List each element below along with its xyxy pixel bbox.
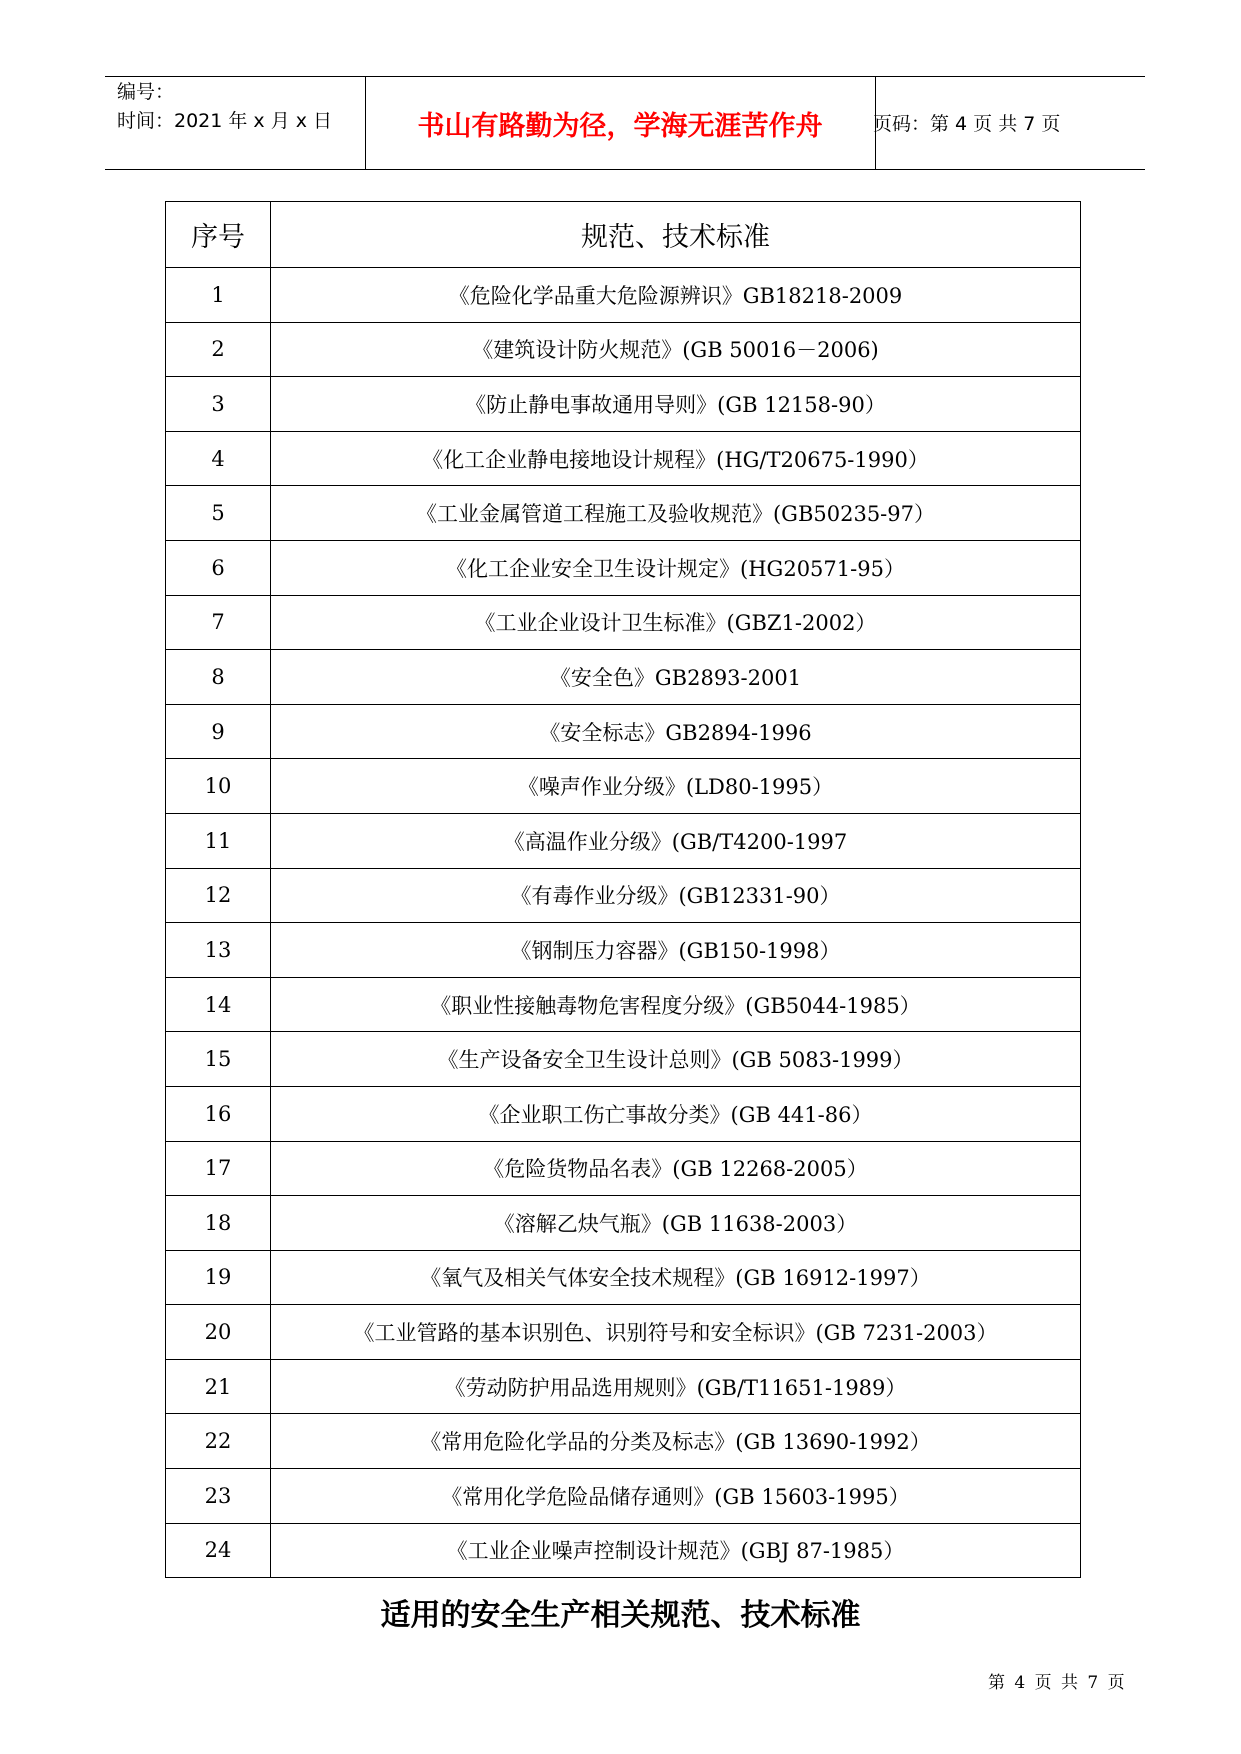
table-row	[166, 540, 1081, 595]
table-row	[166, 1523, 1081, 1578]
row-standard-name: 《氧气及相关气体安全技术规程》(GB 16912-1997）	[271, 1250, 1081, 1305]
row-standard-name: 《安全色》GB2893-2001	[271, 650, 1081, 705]
header-bottom-rule	[105, 169, 1145, 170]
row-index: 9	[166, 704, 271, 759]
row-index: 22	[166, 1414, 271, 1469]
table-row	[166, 1359, 1081, 1414]
header-meta	[117, 78, 332, 136]
row-index: 13	[166, 923, 271, 978]
row-index: 2	[166, 322, 271, 377]
row-standard-name: 《常用危险化学品的分类及标志》(GB 13690-1992）	[271, 1414, 1081, 1469]
row-index: 24	[166, 1523, 271, 1578]
row-index: 19	[166, 1250, 271, 1305]
table-row	[166, 268, 1081, 323]
page-header	[105, 76, 1145, 169]
document-time-label: 时间：2021 年 x 月 x 日	[117, 110, 333, 132]
column-header-index: 序号	[166, 202, 271, 268]
row-standard-name: 《噪声作业分级》(LD80-1995）	[271, 759, 1081, 814]
header-top-rule	[105, 76, 1145, 77]
row-standard-name: 《危险货物品名表》(GB 12268-2005）	[271, 1141, 1081, 1196]
row-standard-name: 《有毒作业分级》(GB12331-90）	[271, 868, 1081, 923]
row-index: 20	[166, 1305, 271, 1360]
table-body	[166, 268, 1081, 1578]
row-standard-name: 《化工企业安全卫生设计规定》(HG20571-95）	[271, 540, 1081, 595]
row-index: 14	[166, 977, 271, 1032]
table-row	[166, 759, 1081, 814]
row-standard-name: 《防止静电事故通用导则》(GB 12158-90）	[271, 377, 1081, 432]
row-index: 5	[166, 486, 271, 541]
table-header-row	[166, 202, 1081, 268]
row-standard-name: 《工业企业噪声控制设计规范》(GBJ 87-1985）	[271, 1523, 1081, 1578]
header-divider-left	[365, 76, 366, 169]
table-row	[166, 1305, 1081, 1360]
row-standard-name: 《职业性接触毒物危害程度分级》(GB5044-1985）	[271, 977, 1081, 1032]
row-index: 1	[166, 268, 271, 323]
table-row	[166, 1141, 1081, 1196]
table-row	[166, 1086, 1081, 1141]
row-index: 21	[166, 1359, 271, 1414]
row-index: 23	[166, 1469, 271, 1524]
row-standard-name: 《常用化学危险品储存通则》(GB 15603-1995）	[271, 1469, 1081, 1524]
row-standard-name: 《工业企业设计卫生标准》(GBZ1-2002）	[271, 595, 1081, 650]
table-row	[166, 377, 1081, 432]
row-index: 10	[166, 759, 271, 814]
table-row	[166, 704, 1081, 759]
row-standard-name: 《危险化学品重大危险源辨识》GB18218-2009	[271, 268, 1081, 323]
row-standard-name: 《劳动防护用品选用规则》(GB/T11651-1989）	[271, 1359, 1081, 1414]
row-index: 16	[166, 1086, 271, 1141]
document-number-label: 编号：	[117, 81, 175, 103]
table-row	[166, 1032, 1081, 1087]
row-standard-name: 《化工企业静电接地设计规程》(HG/T20675-1990）	[271, 431, 1081, 486]
column-header-standard: 规范、技术标准	[271, 202, 1081, 268]
page-footer: 第 4 页 共 7 页	[988, 1673, 1127, 1693]
row-index: 11	[166, 813, 271, 868]
row-standard-name: 《安全标志》GB2894-1996	[271, 704, 1081, 759]
row-standard-name: 《溶解乙炔气瓶》(GB 11638-2003）	[271, 1196, 1081, 1251]
row-index: 7	[166, 595, 271, 650]
row-index: 15	[166, 1032, 271, 1087]
row-index: 3	[166, 377, 271, 432]
row-index: 12	[166, 868, 271, 923]
table-row	[166, 431, 1081, 486]
table-row	[166, 923, 1081, 978]
table-row	[166, 1469, 1081, 1524]
table-row	[166, 486, 1081, 541]
row-index: 4	[166, 431, 271, 486]
table-row	[166, 650, 1081, 705]
table-row	[166, 1414, 1081, 1469]
standards-table	[165, 201, 1081, 1578]
table-row	[166, 977, 1081, 1032]
row-standard-name: 《工业管路的基本识别色、识别符号和安全标识》(GB 7231-2003）	[271, 1305, 1081, 1360]
row-index: 18	[166, 1196, 271, 1251]
row-standard-name: 《建筑设计防火规范》(GB 50016－2006)	[271, 322, 1081, 377]
row-standard-name: 《钢制压力容器》(GB150-1998）	[271, 923, 1081, 978]
header-slogan: 书山有路勤为径，学海无涯苦作舟	[417, 111, 823, 142]
table-row	[166, 322, 1081, 377]
row-index: 6	[166, 540, 271, 595]
row-standard-name: 《生产设备安全卫生设计总则》(GB 5083-1999）	[271, 1032, 1081, 1087]
table-row	[166, 813, 1081, 868]
table-row	[166, 868, 1081, 923]
row-standard-name: 《企业职工伤亡事故分类》(GB 441-86）	[271, 1086, 1081, 1141]
row-standard-name: 《高温作业分级》(GB/T4200-1997	[271, 813, 1081, 868]
table-caption: 适用的安全生产相关规范、技术标准	[380, 1598, 861, 1633]
row-standard-name: 《工业金属管道工程施工及验收规范》(GB50235-97）	[271, 486, 1081, 541]
table-row	[166, 1196, 1081, 1251]
row-index: 8	[166, 650, 271, 705]
row-index: 17	[166, 1141, 271, 1196]
table-row	[166, 595, 1081, 650]
header-page-indicator: 页码：第 4 页 共 7 页	[873, 113, 1061, 135]
table-row	[166, 1250, 1081, 1305]
